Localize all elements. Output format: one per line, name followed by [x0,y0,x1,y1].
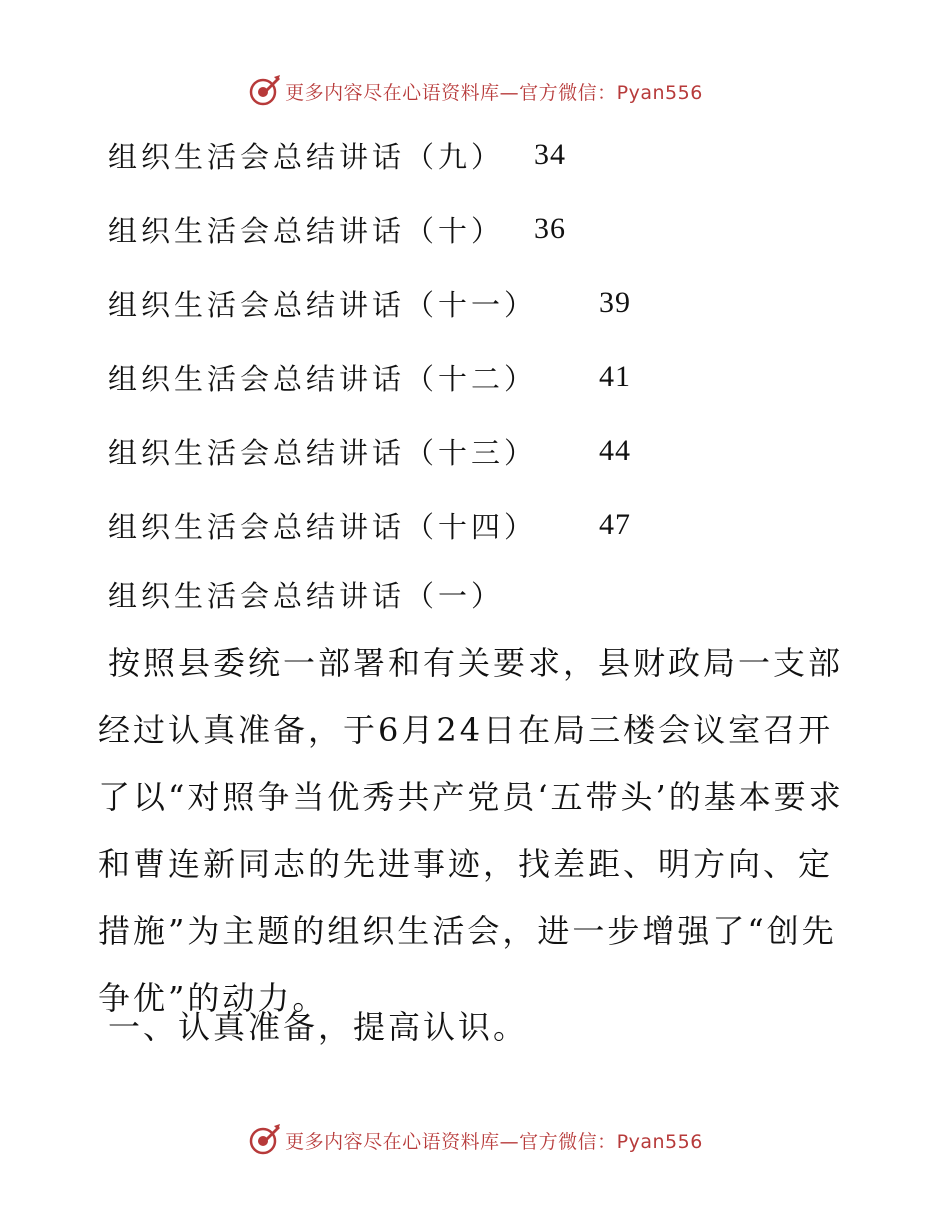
toc-entry-page: 44 [599,434,632,467]
toc-entry-title: 组织生活会总结讲话（十三） [108,435,538,470]
toc-entry-page: 47 [599,508,632,541]
toc-entry-page: 41 [599,360,632,393]
subheading: 一、认真准备，提高认识。 [108,1008,529,1046]
toc-entry-title: 组织生活会总结讲话（十） [108,213,505,248]
toc-entry[interactable] [108,266,631,340]
toc-entry-title: 组织生活会总结讲话（十二） [108,361,538,396]
quill-pen-logo-icon [247,74,281,108]
quill-pen-logo-icon [247,1123,281,1157]
toc-entry-page: 39 [599,286,632,319]
toc-entry-title: 组织生活会总结讲话（九） [108,139,505,174]
toc-entry[interactable] [108,340,631,414]
toc-entry[interactable] [108,414,631,488]
toc-entry[interactable] [108,488,631,562]
toc-entry-page: 36 [534,212,567,245]
banner-text: 更多内容尽在心语资料库—官方微信：Pyan556 [285,1130,703,1153]
banner-text: 更多内容尽在心语资料库—官方微信：Pyan556 [285,81,703,104]
toc-entry[interactable] [108,192,631,266]
toc-entry-page: 34 [534,138,567,171]
footer-banner [0,1120,950,1160]
header-banner [0,71,950,111]
toc-entry[interactable] [108,118,631,192]
body-paragraph: 按照县委统一部署和有关要求，县财政局一支部经过认真准备，于6月24日在局三楼会议室召开了以“对照争当优秀共产党员‘五带头’的基本要求和曹连新同志的先进事迹，找差距、明方向、定措施”为主题的组织生活会，进一步增强了“创先争优”的动力。 [98,644,844,1017]
toc-entry-title: 组织生活会总结讲话（十一） [108,287,538,322]
section-title: 组织生活会总结讲话（一） [108,578,505,613]
toc-entry-title: 组织生活会总结讲话（十四） [108,509,538,544]
table-of-contents [108,118,631,562]
